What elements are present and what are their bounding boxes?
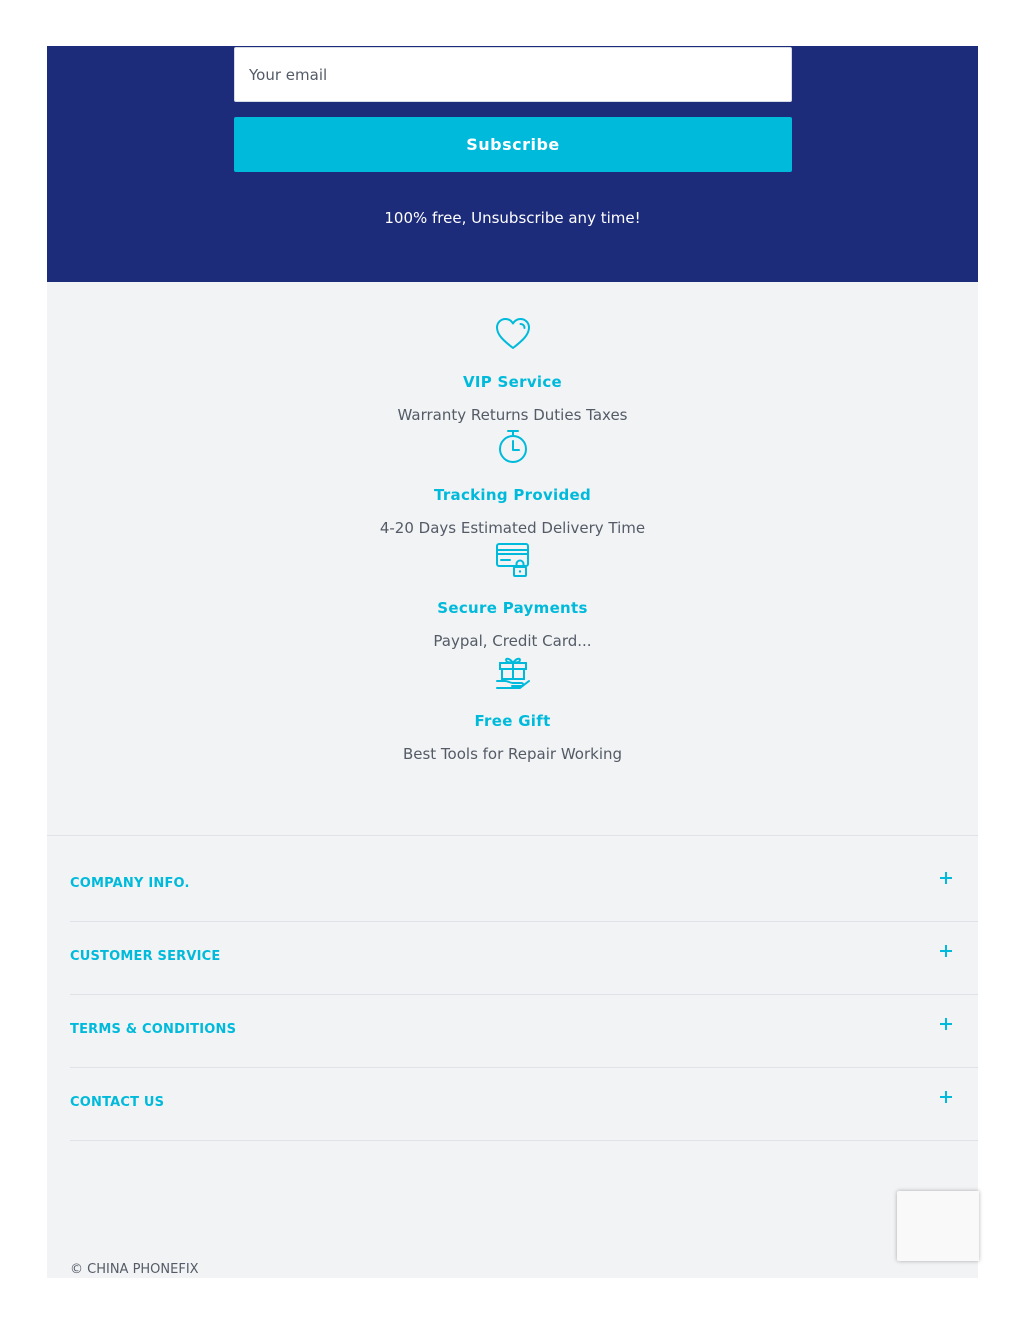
plus-icon[interactable]: [938, 1016, 954, 1032]
feature-desc: Paypal, Credit Card...: [433, 632, 592, 650]
secure-card-icon: [494, 541, 532, 579]
feature-title: VIP Service: [462, 373, 563, 391]
accordion-label: CUSTOMER SERVICE: [70, 949, 221, 964]
copyright-text: © CHINA PHONEFIX: [70, 1262, 199, 1277]
heart-icon: [494, 315, 532, 353]
feature-desc: Warranty Returns Duties Taxes: [397, 406, 628, 424]
feature-title: Tracking Provided: [433, 486, 592, 504]
feature-title: Secure Payments: [437, 599, 588, 617]
accordion-label: CONTACT US: [70, 1095, 165, 1110]
plus-icon[interactable]: [938, 943, 954, 959]
feature-desc: 4-20 Days Estimated Delivery Time: [379, 519, 646, 537]
recaptcha-badge[interactable]: [897, 1191, 979, 1261]
subscribe-button[interactable]: Subscribe: [234, 117, 792, 172]
footer-area: [47, 282, 978, 1278]
accordion-customer-service[interactable]: [70, 921, 978, 995]
newsletter-note: 100% free, Unsubscribe any time!: [384, 209, 641, 227]
accordion-contact-us[interactable]: [70, 1067, 978, 1141]
stopwatch-icon: [494, 428, 532, 466]
accordion-label: TERMS & CONDITIONS: [70, 1022, 237, 1037]
feature-desc: Best Tools for Repair Working: [402, 745, 623, 763]
accordion-label: COMPANY INFO.: [70, 876, 190, 891]
accordion-terms-conditions[interactable]: [70, 994, 978, 1068]
accordion-company-info[interactable]: [70, 848, 978, 922]
divider: [47, 835, 978, 836]
plus-icon[interactable]: [938, 870, 954, 886]
plus-icon[interactable]: [938, 1089, 954, 1105]
newsletter-section: [47, 46, 978, 282]
feature-title: Free Gift: [474, 712, 551, 730]
gift-icon: [494, 654, 532, 692]
email-input[interactable]: [234, 47, 792, 102]
